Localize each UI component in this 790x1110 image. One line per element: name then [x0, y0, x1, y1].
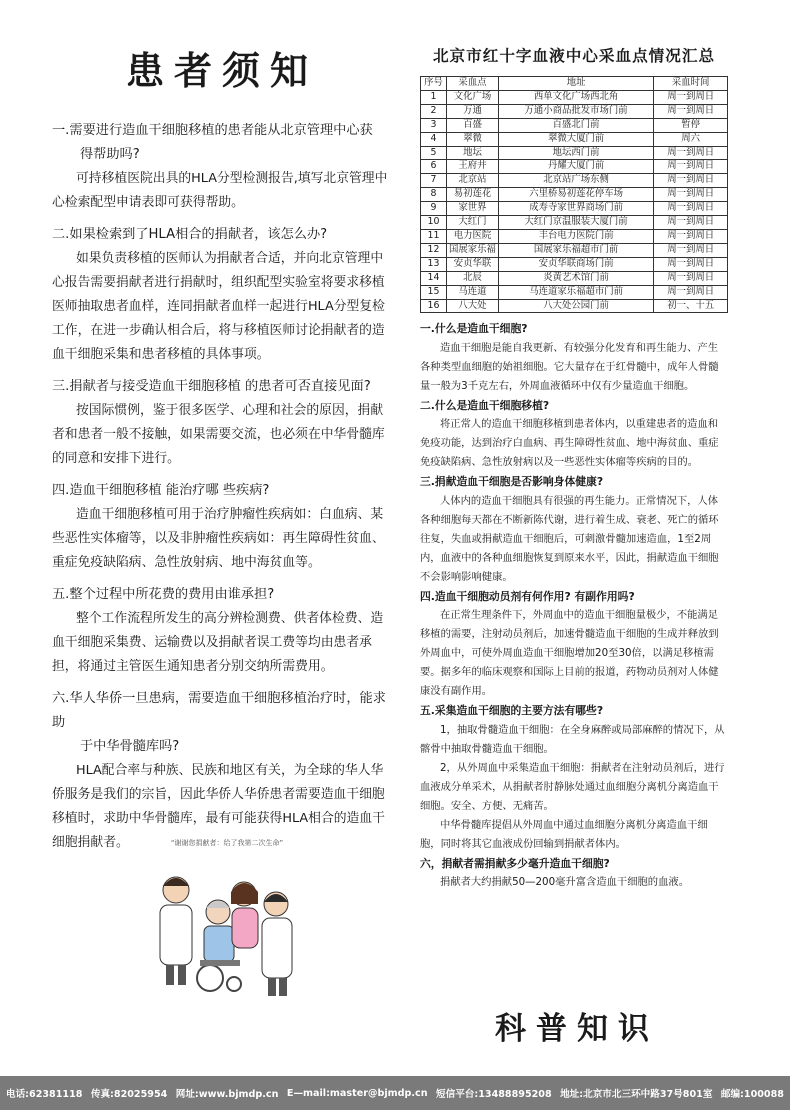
table-cell: 周一到周日: [654, 188, 728, 202]
table-header-cell: 序号: [421, 77, 447, 91]
right-answer: 在正常生理条件下，外周血中的造血干细胞量极少，不能满足移植的需要，注射动员剂后，加速骨髓造血干细胞的生成并释放到外周血中，可使外周血造血干细胞增加20至30倍，以满足移植需要。据多年的临床观察和国际上目前的报道，药物动员剂对人体健康没有副作用。: [420, 609, 719, 698]
left-column: [52, 40, 392, 855]
table-cell: 马连道: [446, 285, 498, 299]
table-cell: 3: [421, 118, 447, 132]
table-cell: 安贞华联: [446, 257, 498, 271]
table-cell: 易初莲花: [446, 188, 498, 202]
table-cell: 10: [421, 216, 447, 230]
footer-website[interactable]: 网址:www.bjmdp.cn: [175, 1089, 279, 1100]
table-cell: 北京站: [446, 174, 498, 188]
table-cell: 万通: [446, 104, 498, 118]
left-answer: 整个工作流程所发生的高分辨检测费、供者体检费、造血干细胞采集费、运输费以及捐献者误工费等均由患者承担，将通过主管医生通知患者分别交纳所需费用。: [52, 611, 384, 674]
left-question: 二.如果检索到了HLA相合的捐献者，该怎么办?: [52, 227, 328, 242]
table-cell: 6: [421, 160, 447, 174]
table-cell: 15: [421, 285, 447, 299]
table-cell: 北京站广场东侧: [498, 174, 653, 188]
table-cell: 4: [421, 132, 447, 146]
left-question: 六.华人华侨一旦患病，需要造血干细胞移植治疗时，能求助: [52, 691, 386, 730]
table-cell: 地坛西门前: [498, 146, 653, 160]
right-answer: 中华骨髓库提倡从外周血中通过血细胞分离机分离造血干细胞，同时将其它血液成份回输到捐献者体内。: [420, 818, 708, 850]
table-row: [421, 174, 728, 188]
table-cell: 7: [421, 174, 447, 188]
right-question: 二.什么是造血干细胞移植?: [420, 398, 550, 412]
left-question-continued: 于中华骨髓库吗?: [80, 739, 180, 754]
table-cell: 周一到周日: [654, 229, 728, 243]
footer-phone: 电话:62381118: [6, 1089, 83, 1100]
right-answer: 2，从外周血中采集造血干细胞：捐献者在注射动员剂后，进行血液成分单采术，从捐献者肘静脉处通过血细胞分离机分离造血干细胞。安全、方便、无痛苦。: [420, 761, 725, 812]
table-cell: 11: [421, 229, 447, 243]
table-body: [421, 90, 728, 313]
popular-science-signature: 科普知识: [495, 1011, 659, 1047]
table-cell: 14: [421, 271, 447, 285]
table-cell: 炎黄艺术馆门前: [498, 271, 653, 285]
table-header-cell: 采血点: [446, 77, 498, 91]
table-cell: 周一到周日: [654, 271, 728, 285]
right-answer: 1，抽取骨髓造血干细胞：在全身麻醉或局部麻醉的情况下，从髂骨中抽取骨髓造血干细胞。: [420, 723, 725, 755]
table-cell: 八大处公园门前: [498, 299, 653, 313]
footer-sms-platform: 短信平台:13488895208: [436, 1089, 552, 1100]
table-cell: 大红门京温服装大厦门前: [498, 216, 653, 230]
left-question: 四.造血干细胞移植 能治疗哪 些疾病?: [52, 483, 270, 498]
table-cell: 周一到周日: [654, 174, 728, 188]
table-cell: 8: [421, 188, 447, 202]
table-cell: 周一到周日: [654, 104, 728, 118]
table-cell: 周六: [654, 132, 728, 146]
table-cell: 马连道家乐福超市门前: [498, 285, 653, 299]
table-row: [421, 243, 728, 257]
right-column: [420, 44, 728, 892]
left-answer: 如果负责移植的医师认为捐献者合适，并向北京管理中心报告需要捐献者进行捐献时，组织配型实验室将要求移植医师抽取患者血样，连同捐献者血样一起进行HLA分型复检工作，在进一步确认相合后，将与移植医师讨论捐献者的造血干细胞采集和患者移植的具体事项。: [52, 251, 385, 362]
table-cell: 成寿寺家世界商场门前: [498, 202, 653, 216]
table-row: [421, 146, 728, 160]
table-cell: 地坛: [446, 146, 498, 160]
right-question: 三.捐献造血干细胞是否影响身体健康?: [420, 475, 604, 489]
table-cell: 周一到周日: [654, 160, 728, 174]
table-cell: 王府井: [446, 160, 498, 174]
left-question: 一.需要进行造血干细胞移植的患者能从北京管理中心获: [52, 123, 373, 138]
table-cell: 周一到周日: [654, 257, 728, 271]
table-cell: 家世界: [446, 202, 498, 216]
table-header-cell: 采血时间: [654, 77, 728, 91]
table-cell: 六里桥易初莲花停车场: [498, 188, 653, 202]
table-row: [421, 202, 728, 216]
right-answer: 捐献者大约捐献50—200毫升富含造血干细胞的血液。: [440, 876, 689, 889]
left-question: 五.整个过程中所花费的费用由谁承担?: [52, 587, 275, 602]
table-cell: 5: [421, 146, 447, 160]
table-cell: 西单文化广场西北角: [498, 90, 653, 104]
table-cell: 周一到周日: [654, 146, 728, 160]
table-cell: 翠微: [446, 132, 498, 146]
contact-footer: [0, 1076, 790, 1110]
table-row: [421, 132, 728, 146]
footer-fax: 传真:82025954: [90, 1089, 168, 1100]
table-row: [421, 118, 728, 132]
right-question: 六，捐献者需捐献多少毫升造血干细胞?: [420, 856, 610, 870]
patient-faq: [52, 119, 392, 855]
table-row: [421, 90, 728, 104]
table-cell: 13: [421, 257, 447, 271]
table-cell: 初一、十五: [654, 299, 728, 313]
table-cell: 文化广场: [446, 90, 498, 104]
table-row: [421, 299, 728, 313]
blood-collection-sites-table: [420, 76, 728, 313]
table-cell: 1: [421, 90, 447, 104]
table-cell: 百盛北门前: [498, 118, 653, 132]
table-cell: 周一到周日: [654, 202, 728, 216]
right-question: 四.造血干细胞动员剂有何作用? 有副作用吗?: [420, 589, 635, 603]
table-cell: 百盛: [446, 118, 498, 132]
footer-address: 地址:北京市北三环中路37号801室: [560, 1089, 713, 1100]
table-row: [421, 104, 728, 118]
patient-notice-title: 患者须知: [125, 48, 318, 93]
illustration-caption: “谢谢您捐献者：给了我第二次生命”: [170, 839, 284, 847]
table-cell: 周一到周日: [654, 243, 728, 257]
table-cell: 电力医院: [446, 229, 498, 243]
table-cell: 国展家乐福超市门前: [498, 243, 653, 257]
right-question: 五.采集造血干细胞的主要方法有哪些?: [420, 704, 604, 718]
table-cell: 周一到周日: [654, 216, 728, 230]
table-cell: 万通小商品批发市场门前: [498, 104, 653, 118]
left-answer: 造血干细胞移植可用于治疗肿瘤性疾病如：白血病、某些恶性实体瘤等，以及非肿瘤性疾病如：再生障碍性贫血、重症免疫缺陷病、急性放射病、地中海贫血等。: [52, 507, 385, 570]
table-cell: 国展家乐福: [446, 243, 498, 257]
footer-email[interactable]: E—mail:master@bjmdp.cn: [286, 1087, 428, 1099]
table-cell: 翠微大厦门前: [498, 132, 653, 146]
table-cell: 丹耀大厦门前: [498, 160, 653, 174]
table-row: [421, 216, 728, 230]
table-row: [421, 160, 728, 174]
science-faq: [420, 319, 728, 892]
table-cell: 周一到周日: [654, 285, 728, 299]
right-question: 一.什么是造血干细胞?: [420, 322, 528, 336]
left-answer: 按国际惯例，鉴于很多医学、心理和社会的原因，捐献者和患者一般不接触，如果需要交流，也必须在中华骨髓库的同意和安排下进行。: [52, 403, 385, 466]
table-row: [421, 271, 728, 285]
table-header-cell: 地址: [498, 77, 653, 91]
table-header-row: [421, 77, 728, 91]
table-row: [421, 285, 728, 299]
table-cell: 北辰: [446, 271, 498, 285]
doctor-patient-illustration: [148, 839, 298, 1000]
left-answer: HLA配合率与种族、民族和地区有关，为全球的华人华侨服务是我们的宗旨，因此华侨人华侨患者需要造血干细胞移植时，求助中华骨髓库，最有可能获得HLA相合的造血干细胞捐献者。: [52, 763, 385, 850]
table-row: [421, 188, 728, 202]
table-cell: 安贞华联商场门前: [498, 257, 653, 271]
blood-collection-sites-title: 北京市红十字血液中心采血点情况汇总: [432, 47, 716, 65]
doctors-and-patient-picture: [148, 860, 298, 1000]
footer-postcode: 邮编:100088: [720, 1089, 784, 1100]
right-answer: 人体内的造血干细胞具有很强的再生能力。正常情况下，人体各种细胞每天都在不断新陈代谢，进行着生成、衰老、死亡的循环往复，失血或捐献造血干细胞后，可刺激骨髓加速造血，1至2周内，血液中的各种血细胞恢复到原来水平，因此，捐献造血干细胞不会影响影响健康。: [420, 494, 719, 583]
right-answer: 将正常人的造血干细胞移植到患者体内，以重建患者的造血和免疫功能，达到治疗白血病、再生障碍性贫血、地中海贫血、重症免疫缺陷病、急性放射病以及一些恶性实体瘤等疾病的目的。: [420, 418, 719, 469]
table-row: [421, 257, 728, 271]
table-cell: 9: [421, 202, 447, 216]
table-cell: 丰台电力医院门前: [498, 229, 653, 243]
table-cell: 大红门: [446, 216, 498, 230]
right-answer: 造血干细胞是能自我更新、有较强分化发育和再生能力、产生各种类型血细胞的始祖细胞。它大量存在于红骨髓中，成年人骨髓量一般为3千克左右，外周血液循环中仅有少量造血干细胞。: [420, 341, 719, 392]
table-row: [421, 229, 728, 243]
left-answer: 可持移植医院出具的HLA分型检测报告,填写北京管理中心检索配型申请表即可获得帮助。: [52, 171, 388, 210]
left-question: 三.捐献者与接受造血干细胞移植 的患者可否直接见面?: [52, 379, 371, 394]
table-cell: 16: [421, 299, 447, 313]
table-cell: 12: [421, 243, 447, 257]
table-cell: 2: [421, 104, 447, 118]
table-cell: 暂停: [654, 118, 728, 132]
left-question-continued: 得帮助吗?: [80, 147, 140, 162]
table-cell: 八大处: [446, 299, 498, 313]
table-cell: 周一到周日: [654, 90, 728, 104]
